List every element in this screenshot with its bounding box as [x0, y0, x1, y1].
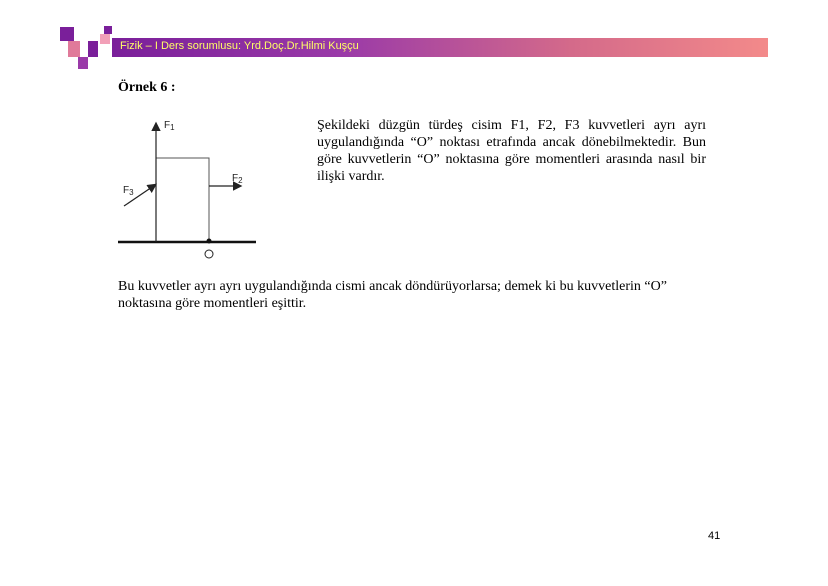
body-rectangle — [156, 158, 209, 242]
f3-label: $F_3$ — [123, 185, 134, 197]
pivot-point — [207, 239, 212, 244]
pivot-marker — [205, 250, 213, 258]
f1-label: $F_1$ — [164, 120, 175, 132]
header-title: Fizik – I Ders sorumlusu: Yrd.Doç.Dr.Hilmi Kuşçu — [120, 40, 359, 52]
f2-label: $F_2$ — [232, 173, 243, 185]
solution-text: Bu kuvvetler ayrı ayrı uygulandığında cismi ancak döndürüyorlarsa; demek ki bu kuvvetlerin “O” noktasına göre momentleri eşittir. — [118, 279, 667, 311]
force-diagram — [112, 112, 272, 262]
page-number: 41 — [708, 530, 721, 542]
problem-description: Şekildeki düzgün türdeş cisim F1, F2, F3 kuvvetleri ayrı ayrı uygulandığında “O” noktası etrafında ancak dönebilmektedir. Bun göre kuvvetlerin “O” noktasına göre momentleri arasında nasıl bir ilişki vardır. — [317, 118, 706, 184]
slide-title: Örnek 6 : — [118, 80, 176, 95]
